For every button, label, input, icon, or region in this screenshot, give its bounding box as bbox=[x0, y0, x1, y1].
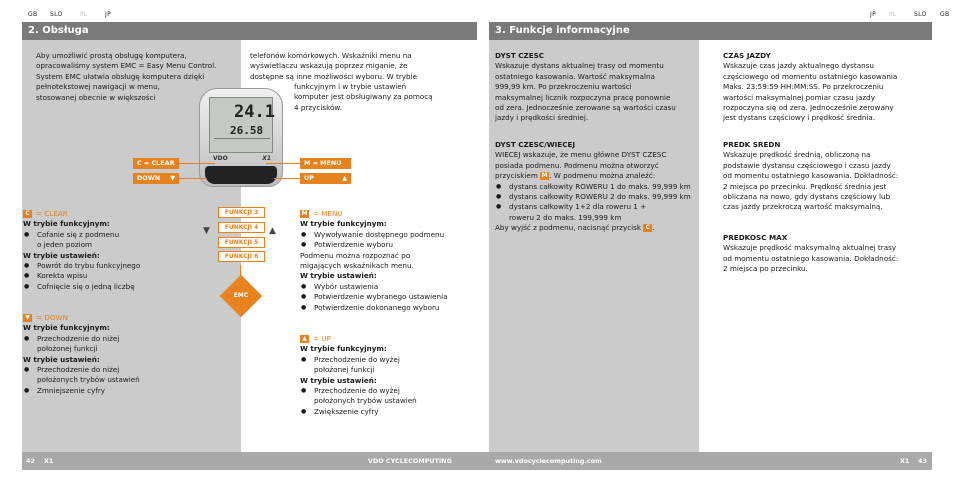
cyclecomputer-image bbox=[199, 88, 283, 187]
up-key-icon: ▲ bbox=[300, 335, 309, 343]
lang-pl[interactable]: PL bbox=[889, 11, 897, 18]
callout-clear: C = CLEAR bbox=[133, 158, 179, 169]
down-description: ▼ = DOWN W trybie funkcyjnym: ● Przechodzenie do niżej położonej funkcji W trybie ustawień: ● Przechodzenie do niżej położonych trybów ustawień ● Zmniejszenie cyfry bbox=[23, 313, 223, 396]
predkosc-max-title: PREDKOSC MAX bbox=[723, 233, 788, 242]
lang-gb[interactable]: GB bbox=[28, 11, 38, 18]
czas-jazdy-section: CZAS JAZDY Wskazuje czas jazdy aktualnego dystansu częściowego od momentu ostatniego kasowania Maks. 23:59:59 HH:MM:SS. Po przekroczeniu wartości maksymalnej pomiar czasu jazdy rozpoczyna się od zera. Jednocześnie zerowany jest dystans częściowy i prędkość średnia. bbox=[723, 51, 938, 124]
callout-menu: M = MENU bbox=[300, 158, 351, 169]
footer-right bbox=[477, 452, 954, 477]
clear-key-icon: C bbox=[643, 224, 652, 232]
footer-url: www.vdocyclecomputing.com bbox=[495, 457, 602, 465]
language-bar-left bbox=[0, 0, 477, 22]
predk-sredn-section: PREDK SREDN Wskazuje prędkość średnią, obliczoną na podstawie dystansu częściowego i czasu jazdy od momentu ostatniego kasowania. Dokładność: 2 miejsca po przecinku. Prędkość średnia jest obliczana na nowo, gdy dystans częściowy lub czas jazdy przekroczą wartość maksymalną. bbox=[723, 140, 938, 213]
dyst-czesc-title: DYST CZESC bbox=[495, 51, 545, 60]
section-title-funkcje: 3. Funkcje informacyjne bbox=[489, 22, 932, 40]
dyst-wiecej-title: DYST CZESC/WIECEJ bbox=[495, 140, 576, 149]
predk-sredn-title: PREDK SREDN bbox=[723, 140, 781, 149]
lang-slo[interactable]: SLO bbox=[914, 11, 927, 18]
dyst-czesc-section: DYST CZESC Wskazuje dystans aktualnej trasy od momentu ostatniego kasowania. Wartość maksymalna 999,99 km. Po przekroczeniu wartości maksymalnej licznik rozpoczyna pracę ponownie od zera. Jednocześnie zerowane są wartości czasu jazdy i prędkości średniej. bbox=[495, 51, 699, 124]
intro-text-end: funkcyjnym i w trybie ustawień komputer jest obsługiwany za pomocą 4 przycisków. bbox=[294, 82, 433, 112]
dyst-wiecej-section: DYST CZESC/WIECEJ WIECEJ wskazuje, że menu główne DYST CZESC posiada podmenu. Podmenu można otworzyć przyciskiem M . W podmenu można znaleźć: ● dystans całkowity ROWERU 1 do maks. 99,999 km ● dystans całkowity ROWERU 2 do maks. 99,999 km ● dystans całkowity 1+2 dla roweru 1 + roweru 2 do maks. 199,999 km Aby wyjść z podmenu, nacisnąć przycisk C . bbox=[495, 140, 705, 234]
czas-jazdy-title: CZAS JAZDY bbox=[723, 51, 771, 60]
function-3-label: FUNKCJI 3 bbox=[218, 207, 265, 218]
lang-jp[interactable]: JP bbox=[870, 11, 876, 18]
page-number-left: 42 bbox=[26, 457, 35, 465]
footer-brand: VDO CYCLECOMPUTING bbox=[368, 457, 452, 465]
menu-key-icon: M bbox=[541, 172, 548, 180]
up-description: ▲ = UP W trybie funkcyjnym: ● Przechodzenie do wyżej położonej funkcji W trybie ustawień: ● Przechodzenie do wyżej położonych trybów ustawień ● Zwiększenie cyfry bbox=[300, 334, 475, 417]
function-4-label: FUNKCJI 4 bbox=[218, 222, 265, 233]
callout-up: UP ▲ bbox=[300, 173, 351, 184]
predkosc-max-section: PREDKOSC MAX Wskazuje prędkość maksymalną aktualnej trasy od momentu ostatniego kasowania. Dokładność: 2 miejsca po przecinku. bbox=[723, 233, 938, 275]
function-6-label: FUNKCJI 6 bbox=[218, 251, 265, 262]
arrow-down-icon: ▼ bbox=[203, 226, 210, 236]
lang-pl[interactable]: PL bbox=[80, 11, 88, 18]
menu-key-icon: M bbox=[301, 210, 308, 217]
lang-jp[interactable]: JP bbox=[105, 11, 111, 18]
footer-model-right: X1 bbox=[900, 457, 910, 465]
right-page bbox=[477, 0, 954, 477]
left-page: GB SLO PL JP 2. Obsługa Aby umożliwić prostą obsługę komputera, opracowaliśmy system EMC = Easy Menu Control. System EMC ułatwia obsługę komputera dzięki pełnotekstowej nawigacji w menu, stosowanej obecnie w większości telefonów komórkowych. Wskaźniki menu na wyświetlaczu wskazują poprzez miganie, że dostępne są inne możliwości wyboru. W trybie funkcyjnym i w trybie ustawień komputer jest obsługiwany za pomocą 4 przycisków. 24.1 26.58 VDO X1 C = CLEAR DOWN ▼ M = MENU UP ▲ FUNKCJI 3 FUNKCJI 4 FUNKCJI 5 FUNKCJI 6 ▼ ▲ EMC C = CLEAR W trybie funkcyjnym: ● Cofanie się z podmenu o jeden poziom W trybie ustawień: ● Powrót do trybu funkcyjnego ● Korekta wpisu ● Cofnięcie się o jedną liczbę ▼ = DOWN W trybie funkcyjnym: ● Przechodzenie do niżej położonej funkcji W trybie ustawień: ● Przechodzenie do niżej położonych trybów ustawień ● Zmniejszenie cyfry M = MENU W trybie funkcyjnym: ● Wywoływanie dostępnego podmenu ● Potwierdzenie wyboru Podmenu można rozpoznać po migających wskaźnikach menu. W trybie ustawień: ● Wybór ustawienia ● Potwierdzenie wybranego ustawienia ● Potwierdzenie dokonanego wyboru ▲ = UP W trybie funkcyjnym: ● Przechodzenie do wyżej położonej funkcji W trybie ustawień: ● Przechodzenie do wyżej położonych trybów ustawień ● Zwiększenie cyfry 42 X1 VDO CYCLECOMPUTING bbox=[0, 0, 477, 477]
device-display: 24.1 26.58 bbox=[209, 97, 273, 153]
footer-left bbox=[0, 452, 477, 477]
clear-description: C = CLEAR W trybie funkcyjnym: ● Cofanie się z podmenu o jeden poziom W trybie ustawień: ● Powrót do trybu funkcyjnego ● Korekta wpisu ● Cofnięcie się o jedną liczbę bbox=[23, 209, 223, 292]
section-title-obsluga: 2. Obsługa bbox=[22, 22, 477, 40]
intro-text-continued: telefonów komórkowych. Wskaźniki menu na wyświetlaczu wskazują poprzez miganie, że dostępne są inne możliwości wyboru. W trybie bbox=[250, 51, 418, 81]
function-5-label: FUNKCJI 5 bbox=[218, 237, 265, 248]
lang-gb[interactable]: GB bbox=[940, 11, 950, 18]
language-bar-right bbox=[477, 0, 954, 22]
arrow-up-icon: ▲ bbox=[269, 226, 276, 236]
down-key-icon: ▼ bbox=[23, 314, 32, 322]
callout-down: DOWN ▼ bbox=[133, 173, 179, 184]
footer-model-left: X1 bbox=[44, 457, 54, 465]
page-number-right: 43 bbox=[918, 457, 927, 465]
device-model: X1 bbox=[262, 155, 271, 162]
clear-key-icon: C bbox=[23, 210, 32, 218]
device-brand: VDO bbox=[213, 155, 228, 162]
lang-slo[interactable]: SLO bbox=[50, 11, 63, 18]
intro-text: Aby umożliwić prostą obsługę komputera, opracowaliśmy system EMC = Easy Menu Control. System EMC ułatwia obsługę komputera dzięki pełnotekstowej nawigacji w menu, stosowanej obecnie w większości bbox=[36, 51, 217, 102]
menu-description: M = MENU W trybie funkcyjnym: ● Wywoływanie dostępnego podmenu ● Potwierdzenie wyboru Podmenu można rozpoznać po migających wskaźnikach menu. W trybie ustawień: ● Wybór ustawienia ● Potwierdzenie wybranego ustawienia ● Potwierdzenie dokonanego wyboru bbox=[300, 209, 475, 313]
